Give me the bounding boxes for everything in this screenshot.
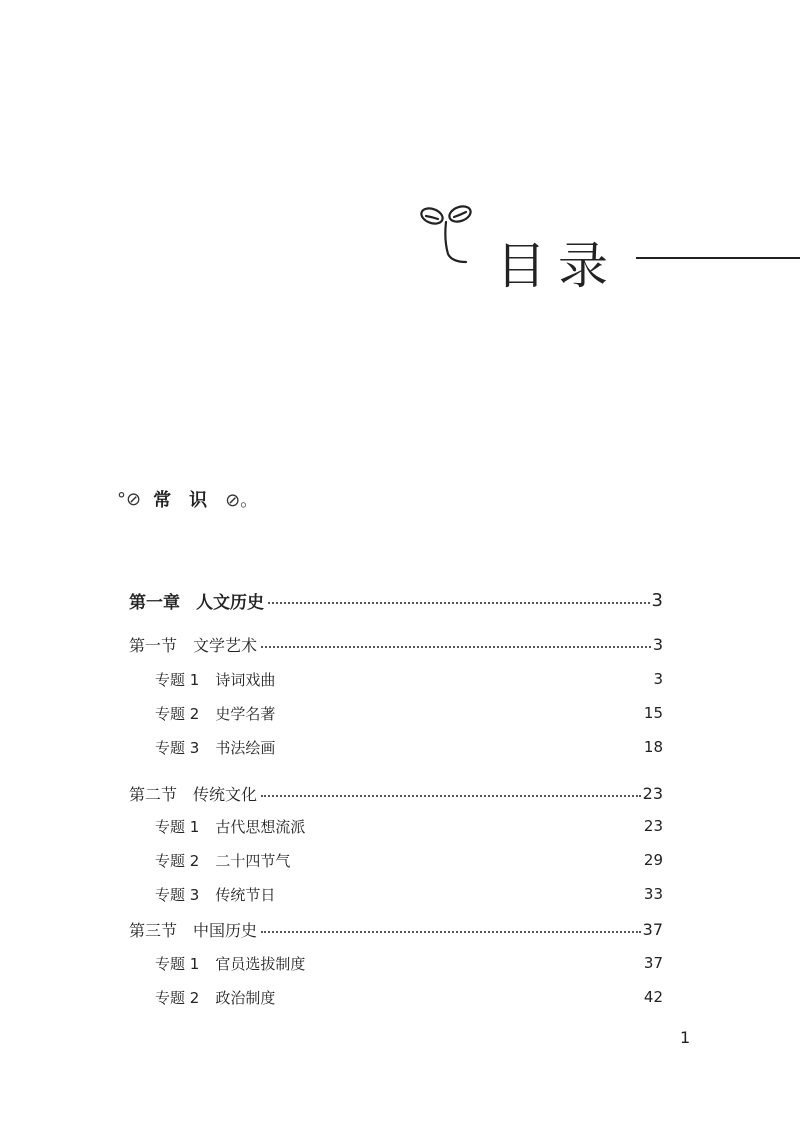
topic-page: 23 <box>643 817 663 835</box>
toc-topic[interactable] <box>129 667 663 691</box>
topic-number: 专题 1 <box>155 670 200 689</box>
topic-page: 42 <box>643 988 663 1006</box>
topic-title: 史学名著 <box>215 704 276 723</box>
leader-dots <box>261 646 651 648</box>
chapter-page: 3 <box>651 589 663 611</box>
topic-number: 专题 2 <box>155 704 200 723</box>
leader-dots <box>261 795 641 797</box>
section-number: 第三节 <box>129 920 178 940</box>
toc-topic[interactable] <box>129 735 663 759</box>
topic-page: 29 <box>643 851 663 869</box>
leader-dots <box>268 602 650 604</box>
section-label: 常识 <box>153 490 226 511</box>
section-number: 第一节 <box>129 635 178 655</box>
topic-title: 政治制度 <box>215 988 276 1007</box>
topic-number: 专题 3 <box>155 738 200 757</box>
toc-header <box>418 200 800 295</box>
toc-topic[interactable] <box>129 701 663 725</box>
topic-title: 传统节日 <box>215 885 276 904</box>
section-page: 37 <box>642 919 663 939</box>
topic-title: 诗词戏曲 <box>215 670 276 689</box>
toc-section[interactable] <box>129 917 663 941</box>
chapter-title: 人文历史 <box>196 592 264 613</box>
topic-page: 33 <box>643 885 663 903</box>
toc-chapter[interactable] <box>129 588 663 612</box>
topic-number: 专题 2 <box>155 988 200 1007</box>
section-page: 3 <box>652 634 663 654</box>
toc-topic[interactable] <box>129 814 663 838</box>
leader-dots <box>261 931 641 933</box>
topic-title: 书法绘画 <box>215 738 276 757</box>
toc-section[interactable] <box>129 781 663 805</box>
topic-number: 专题 1 <box>155 954 200 973</box>
topic-title: 二十四节气 <box>215 851 291 870</box>
topic-page: 18 <box>643 738 663 756</box>
toc-topic[interactable] <box>129 951 663 975</box>
title-rule <box>636 257 800 259</box>
section-title: 文学艺术 <box>193 635 258 655</box>
section-heading <box>117 484 258 514</box>
topic-page: 3 <box>653 670 663 688</box>
section-page: 23 <box>642 783 663 803</box>
toc-topic[interactable] <box>129 882 663 906</box>
topic-title: 官员选拔制度 <box>215 954 306 973</box>
section-number: 第二节 <box>129 784 178 804</box>
section-deco-left: °⊘ <box>117 488 142 510</box>
chapter-number: 第一章 <box>129 592 180 613</box>
topic-page: 15 <box>643 704 663 722</box>
sprout-icon <box>418 200 478 270</box>
topic-title: 古代思想流派 <box>215 817 306 836</box>
section-title: 中国历史 <box>193 920 258 940</box>
section-title: 传统文化 <box>193 784 258 804</box>
topic-page: 37 <box>643 954 663 972</box>
page-title: 目录 <box>496 237 620 295</box>
topic-number: 专题 3 <box>155 885 200 904</box>
page-number: 1 <box>680 1028 691 1047</box>
topic-number: 专题 1 <box>155 817 200 836</box>
topic-number: 专题 2 <box>155 851 200 870</box>
toc-section[interactable] <box>129 632 663 656</box>
section-deco-right: ⊘。 <box>225 490 259 511</box>
toc-topic[interactable] <box>129 985 663 1009</box>
toc-topic[interactable] <box>129 848 663 872</box>
